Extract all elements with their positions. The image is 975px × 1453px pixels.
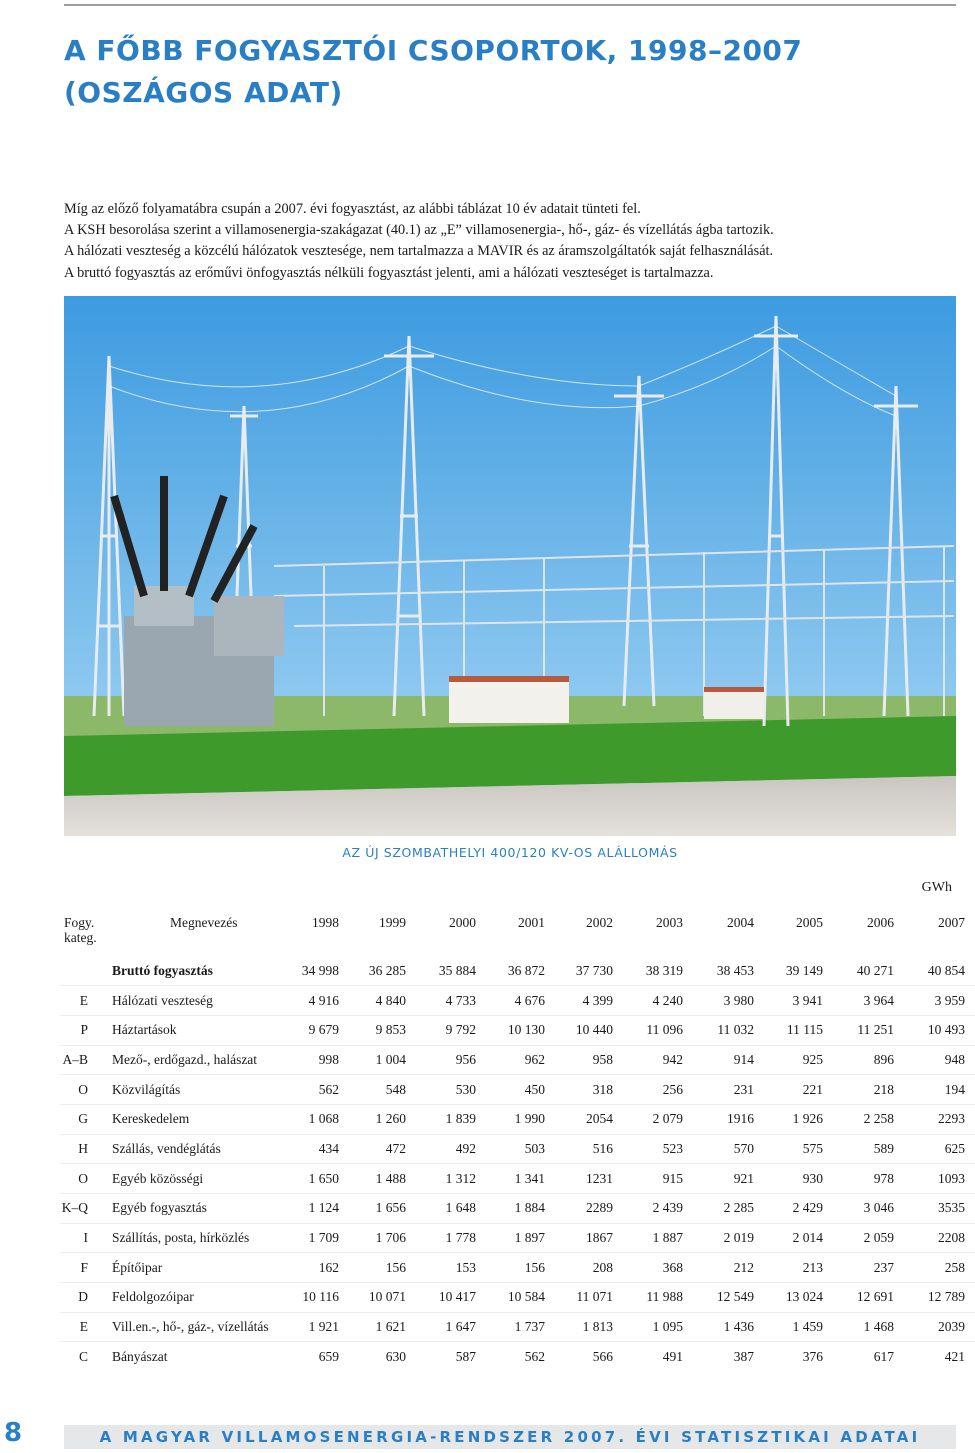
row-value: 1 647 (416, 1312, 486, 1342)
row-value: 1 884 (486, 1194, 555, 1224)
row-name: Hálózati veszteség (106, 986, 282, 1016)
row-value: 998 (282, 1045, 349, 1075)
row-value: 1 312 (416, 1164, 486, 1194)
row-value: 2 014 (764, 1223, 833, 1253)
substation-illustration (64, 296, 956, 836)
row-category: G (60, 1104, 106, 1134)
row-value: 4 399 (555, 986, 623, 1016)
row-value: 2293 (904, 1104, 975, 1134)
footer-title: A MAGYAR VILLAMOSENERGIA-RENDSZER 2007. ÉVI STATISZTIKAI ADATAI (99, 1428, 921, 1446)
row-value: 566 (555, 1342, 623, 1372)
row-value: 3 980 (693, 986, 764, 1016)
row-value: 630 (349, 1342, 416, 1372)
row-value: 11 032 (693, 1015, 764, 1045)
row-value: 11 251 (833, 1015, 904, 1045)
header-year: 1999 (379, 915, 406, 930)
row-value: 978 (833, 1164, 904, 1194)
row-value: 10 417 (416, 1283, 486, 1313)
table-row (60, 1312, 975, 1342)
row-value: 36 872 (507, 962, 545, 978)
row-value: 492 (416, 1134, 486, 1164)
row-value: 2 019 (693, 1223, 764, 1253)
row-category (60, 956, 106, 986)
header-year: 1998 (312, 915, 339, 930)
row-name: Feldolgozóipar (106, 1283, 282, 1313)
table-row (60, 1134, 975, 1164)
row-value: 516 (555, 1134, 623, 1164)
row-value: 1 648 (416, 1194, 486, 1224)
row-category: I (60, 1223, 106, 1253)
header-year: 2005 (796, 915, 823, 930)
row-value: 1 341 (486, 1164, 555, 1194)
row-value: 562 (282, 1075, 349, 1105)
row-value: 237 (833, 1253, 904, 1283)
footer-bar (64, 1425, 956, 1449)
row-name: Mező-, erdőgazd., halászat (106, 1045, 282, 1075)
row-value: 40 854 (927, 962, 965, 978)
row-value: 256 (623, 1075, 693, 1105)
header-year: 2002 (586, 915, 613, 930)
row-value: 2 079 (623, 1104, 693, 1134)
row-value: 2039 (904, 1312, 975, 1342)
row-category: K–Q (60, 1194, 106, 1224)
row-value: 208 (555, 1253, 623, 1283)
row-category: O (60, 1075, 106, 1105)
row-category: D (60, 1283, 106, 1313)
table-row (60, 1253, 975, 1283)
row-value: 38 453 (716, 962, 754, 978)
row-value: 2208 (904, 1223, 975, 1253)
row-value: 3 941 (764, 986, 833, 1016)
row-value: 212 (693, 1253, 764, 1283)
row-value: 2 059 (833, 1223, 904, 1253)
row-value: 948 (904, 1045, 975, 1075)
row-value: 3 964 (833, 986, 904, 1016)
row-value: 925 (764, 1045, 833, 1075)
row-value: 10 071 (349, 1283, 416, 1313)
row-value: 1 778 (416, 1223, 486, 1253)
row-value: 548 (349, 1075, 416, 1105)
header-year: 2003 (656, 915, 683, 930)
row-category: E (60, 986, 106, 1016)
row-value: 1 706 (349, 1223, 416, 1253)
row-value: 3 959 (904, 986, 975, 1016)
row-value: 2 429 (764, 1194, 833, 1224)
intro-text (64, 199, 954, 284)
row-value: 2054 (555, 1104, 623, 1134)
intro-paragraph: A bruttó fogyasztás az erőművi önfogyasztás nélküli fogyasztást jelenti, ami a hálózati veszteséget is tartalmazza. (64, 264, 714, 281)
row-value: 387 (693, 1342, 764, 1372)
row-value: 213 (764, 1253, 833, 1283)
row-value: 958 (555, 1045, 623, 1075)
table-body (60, 956, 975, 1372)
row-category: E (60, 1312, 106, 1342)
row-value: 1231 (555, 1164, 623, 1194)
row-value: 38 319 (645, 962, 683, 978)
row-value: 1 068 (282, 1104, 349, 1134)
row-value: 12 789 (904, 1283, 975, 1313)
row-value: 194 (904, 1075, 975, 1105)
top-rule (64, 4, 956, 6)
consumption-table (60, 910, 975, 1372)
row-value: 589 (833, 1134, 904, 1164)
row-value: 575 (764, 1134, 833, 1164)
row-value: 1 260 (349, 1104, 416, 1134)
row-value: 40 271 (856, 962, 894, 978)
row-value: 1 436 (693, 1312, 764, 1342)
row-value: 1 621 (349, 1312, 416, 1342)
row-value: 4 240 (623, 986, 693, 1016)
row-value: 13 024 (764, 1283, 833, 1313)
row-value: 11 988 (623, 1283, 693, 1313)
row-value: 421 (904, 1342, 975, 1372)
table-row (60, 1015, 975, 1045)
substation-photo (64, 296, 956, 836)
row-value: 4 840 (349, 986, 416, 1016)
row-value: 37 730 (575, 962, 613, 978)
row-value: 1 488 (349, 1164, 416, 1194)
row-value: 1 459 (764, 1312, 833, 1342)
row-value: 1 990 (486, 1104, 555, 1134)
row-value: 218 (833, 1075, 904, 1105)
table-row (60, 1104, 975, 1134)
row-value: 1 921 (282, 1312, 349, 1342)
header-year: 2001 (518, 915, 545, 930)
row-value: 587 (416, 1342, 486, 1372)
row-value: 1 813 (555, 1312, 623, 1342)
header-row (60, 910, 975, 956)
row-name: Bányászat (106, 1342, 282, 1372)
row-value: 1 095 (623, 1312, 693, 1342)
row-value: 39 149 (785, 962, 823, 978)
row-value: 153 (416, 1253, 486, 1283)
table-row (60, 956, 975, 986)
row-value: 503 (486, 1134, 555, 1164)
row-value: 450 (486, 1075, 555, 1105)
row-value: 962 (486, 1045, 555, 1075)
row-value: 921 (693, 1164, 764, 1194)
row-value: 12 691 (833, 1283, 904, 1313)
row-value: 9 853 (349, 1015, 416, 1045)
table-header (60, 910, 975, 956)
row-value: 1867 (555, 1223, 623, 1253)
row-value: 1 737 (486, 1312, 555, 1342)
photo-caption: AZ ÚJ SZOMBATHELYI 400/120 KV-OS ALÁLLOMÁS (342, 845, 678, 860)
row-value: 376 (764, 1342, 833, 1372)
row-value: 2 285 (693, 1194, 764, 1224)
row-value: 1 468 (833, 1312, 904, 1342)
row-value: 34 998 (301, 962, 339, 978)
row-name: Közvilágítás (106, 1075, 282, 1105)
row-value: 2 258 (833, 1104, 904, 1134)
row-value: 1916 (693, 1104, 764, 1134)
page-number: 8 (4, 1418, 23, 1448)
row-value: 617 (833, 1342, 904, 1372)
row-value: 1 897 (486, 1223, 555, 1253)
row-value: 3535 (904, 1194, 975, 1224)
intro-paragraph: A hálózati veszteség a közcélú hálózatok vesztesége, nem tartalmazza a MAVIR és az áramszolgáltatók saját felhasználását. (64, 243, 774, 260)
table-row (60, 1342, 975, 1372)
row-category: O (60, 1164, 106, 1194)
row-value: 11 115 (764, 1015, 833, 1045)
row-value: 930 (764, 1164, 833, 1194)
table-row (60, 986, 975, 1016)
row-name: Vill.en.-, hő-, gáz-, vízellátás (106, 1312, 282, 1342)
row-value: 491 (623, 1342, 693, 1372)
row-value: 10 493 (904, 1015, 975, 1045)
row-value: 1 124 (282, 1194, 349, 1224)
page-title (64, 30, 944, 114)
row-value: 231 (693, 1075, 764, 1105)
row-value: 4 676 (486, 986, 555, 1016)
table-row (60, 1283, 975, 1313)
row-category: F (60, 1253, 106, 1283)
row-value: 258 (904, 1253, 975, 1283)
row-value: 36 285 (368, 962, 406, 978)
row-name: Bruttó fogyasztás (112, 962, 213, 978)
row-value: 942 (623, 1045, 693, 1075)
row-value: 2289 (555, 1194, 623, 1224)
row-value: 318 (555, 1075, 623, 1105)
row-value: 530 (416, 1075, 486, 1105)
row-value: 625 (904, 1134, 975, 1164)
row-value: 10 584 (486, 1283, 555, 1313)
table-row (60, 1075, 975, 1105)
row-category: A–B (60, 1045, 106, 1075)
row-value: 1 656 (349, 1194, 416, 1224)
row-value: 570 (693, 1134, 764, 1164)
row-value: 914 (693, 1045, 764, 1075)
table-row (60, 1194, 975, 1224)
row-name: Egyéb közösségi (106, 1164, 282, 1194)
row-name: Szállás, vendéglátás (106, 1134, 282, 1164)
row-value: 896 (833, 1045, 904, 1075)
row-value: 1 004 (349, 1045, 416, 1075)
row-value: 10 130 (486, 1015, 555, 1045)
row-name: Háztartások (106, 1015, 282, 1045)
row-value: 3 046 (833, 1194, 904, 1224)
row-value: 915 (623, 1164, 693, 1194)
row-value: 562 (486, 1342, 555, 1372)
header-year: 2006 (867, 915, 894, 930)
title-line-1: A FŐBB FOGYASZTÓI CSOPORTOK, 1998–2007 (64, 34, 803, 67)
row-category: P (60, 1015, 106, 1045)
row-name: Építőipar (106, 1253, 282, 1283)
row-value: 472 (349, 1134, 416, 1164)
row-name: Egyéb fogyasztás (106, 1194, 282, 1224)
row-value: 1 926 (764, 1104, 833, 1134)
row-category: C (60, 1342, 106, 1372)
row-value: 956 (416, 1045, 486, 1075)
row-value: 9 792 (416, 1015, 486, 1045)
row-value: 368 (623, 1253, 693, 1283)
unit-label: GWh (921, 880, 952, 895)
row-value: 221 (764, 1075, 833, 1105)
header-year: 2004 (727, 915, 754, 930)
row-value: 1 650 (282, 1164, 349, 1194)
row-name: Kereskedelem (106, 1104, 282, 1134)
row-value: 10 116 (282, 1283, 349, 1313)
header-year: 2000 (449, 915, 476, 930)
row-value: 1 839 (416, 1104, 486, 1134)
row-value: 12 549 (693, 1283, 764, 1313)
row-value: 10 440 (555, 1015, 623, 1045)
row-value: 523 (623, 1134, 693, 1164)
intro-paragraph: A KSH besorolása szerint a villamosenergia-szakágazat (40.1) az „E” villamosenergia-, hő-, gáz- és vízellátás ágba tartozik. (64, 222, 774, 239)
header-year: 2007 (938, 915, 965, 930)
row-value: 434 (282, 1134, 349, 1164)
row-value: 4 733 (416, 986, 486, 1016)
table-row (60, 1223, 975, 1253)
row-value: 9 679 (282, 1015, 349, 1045)
row-value: 35 884 (438, 962, 476, 978)
row-value: 162 (282, 1253, 349, 1283)
row-value: 156 (349, 1253, 416, 1283)
table-row (60, 1164, 975, 1194)
header-name: Megnevezés (170, 915, 238, 930)
intro-paragraph: Míg az előző folyamatábra csupán a 2007. évi fogyasztást, az alábbi táblázat 10 év adatait tünteti fel. (64, 201, 641, 217)
row-value: 1 887 (623, 1223, 693, 1253)
row-value: 2 439 (623, 1194, 693, 1224)
row-value: 11 096 (623, 1015, 693, 1045)
row-category: H (60, 1134, 106, 1164)
row-value: 659 (282, 1342, 349, 1372)
table-row (60, 1045, 975, 1075)
row-value: 11 071 (555, 1283, 623, 1313)
row-value: 1093 (904, 1164, 975, 1194)
header-category: Fogy. kateg. (64, 915, 97, 945)
row-name: Szállítás, posta, hírközlés (106, 1223, 282, 1253)
title-line-2: (OSZÁGOS ADAT) (64, 76, 343, 109)
row-value: 156 (486, 1253, 555, 1283)
row-value: 1 709 (282, 1223, 349, 1253)
row-value: 4 916 (282, 986, 349, 1016)
